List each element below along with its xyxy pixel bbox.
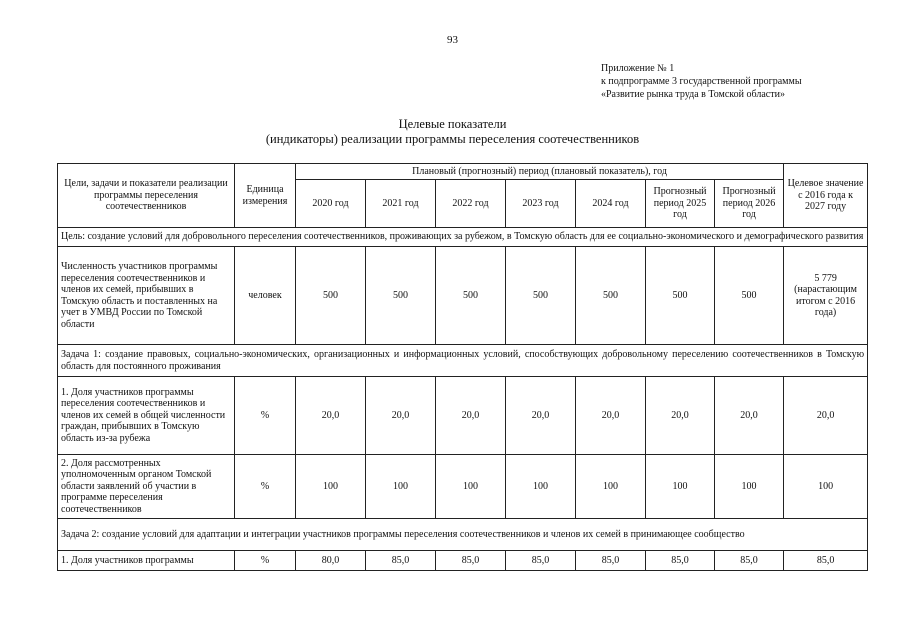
indicator-target: 85,0 [784,551,868,571]
indicator-target: 20,0 [784,377,868,455]
indicator-value: 85,0 [506,551,576,571]
header-row [58,164,868,180]
indicator-value: 100 [646,455,715,519]
header-planned-period: Плановый (прогнозный) период (плановый показатель), год [296,164,784,180]
indicator-value: 85,0 [715,551,784,571]
task-1-text: Задача 1: создание правовых, социально-экономических, организационных и информационных условий, способствующих добровольному переселению соотечественников в Томскую область для постоянного проживания [58,345,868,377]
task-2-text: Задача 2: создание условий для адаптации и интеграции участников программы переселения соотечественников и членов их семей в принимающее сообщество [58,519,868,551]
header-unit: Единица измерения [235,164,296,228]
indicator-value: 500 [576,247,646,345]
indicator-value: 85,0 [576,551,646,571]
header-year: 2023 год [506,180,576,228]
indicator-value: 100 [576,455,646,519]
indicator-value: 20,0 [576,377,646,455]
indicator-value: 100 [296,455,366,519]
appendix-note [601,62,802,101]
indicator-value: 85,0 [646,551,715,571]
indicator-value: 85,0 [366,551,436,571]
indicator-value: 80,0 [296,551,366,571]
header-year: 2021 год [366,180,436,228]
table-row [58,247,868,345]
header-year: 2024 год [576,180,646,228]
indicator-unit: человек [235,247,296,345]
indicator-value: 100 [436,455,506,519]
indicator-value: 20,0 [436,377,506,455]
title-line-2: (индикаторы) реализации программы переселения соотечественников [265,132,640,146]
title-line-1: Целевые показатели [398,117,507,131]
goal-text: Цель: создание условий для добровольного переселения соотечественников, проживающих за рубежом, в Томскую область для ее социально-экономического и демографического развития [58,228,868,247]
header-year: 2022 год [436,180,506,228]
appendix-line-1: Приложение № 1 [601,63,675,74]
indicator-target: 5 779 (нарастающим итогом с 2016 года) [784,247,868,345]
table-row [58,455,868,519]
header-target: Целевое значение с 2016 года к 2027 году [784,164,868,228]
table-row [58,377,868,455]
indicator-name: Численность участников программы переселения соотечественников и членов их семей, прибывших в Томскую область и поставленных на учет в УМВД России по Томской области [58,247,235,345]
indicators-table [57,163,868,571]
indicator-value: 500 [366,247,436,345]
indicator-value: 20,0 [506,377,576,455]
indicator-name: 2. Доля рассмотренных уполномоченным органом Томской области заявлений об участии в программе переселения соотечественников [58,455,235,519]
task-row [58,345,868,377]
header-year: Прогнозный период 2025 год [646,180,715,228]
table-row [58,551,868,571]
indicator-value: 20,0 [366,377,436,455]
appendix-line-2: к подпрограмме 3 государственной программы [601,76,802,87]
indicator-unit: % [235,377,296,455]
indicator-name: 1. Доля участников программы [58,551,235,571]
indicator-value: 500 [296,247,366,345]
indicator-value: 100 [506,455,576,519]
indicator-unit: % [235,455,296,519]
indicator-name: 1. Доля участников программы переселения соотечественников и членов их семей в общей численности граждан, прибывших в Томскую область из-за рубежа [58,377,235,455]
header-year: 2020 год [296,180,366,228]
indicator-value: 500 [646,247,715,345]
page-number: 93 [447,34,458,46]
indicator-value: 85,0 [436,551,506,571]
indicator-target: 100 [784,455,868,519]
indicator-unit: % [235,551,296,571]
document-title [0,117,905,147]
indicator-value: 500 [436,247,506,345]
indicator-value: 100 [366,455,436,519]
goal-row [58,228,868,247]
task-row [58,519,868,551]
indicator-value: 20,0 [296,377,366,455]
indicator-value: 500 [506,247,576,345]
indicator-value: 20,0 [646,377,715,455]
header-year: Прогнозный период 2026 год [715,180,784,228]
appendix-line-3: «Развитие рынка труда в Томской области» [601,89,785,100]
indicator-value: 500 [715,247,784,345]
header-goals: Цели, задачи и показатели реализации программы переселения соотечественников [58,164,235,228]
indicator-value: 20,0 [715,377,784,455]
indicator-value: 100 [715,455,784,519]
